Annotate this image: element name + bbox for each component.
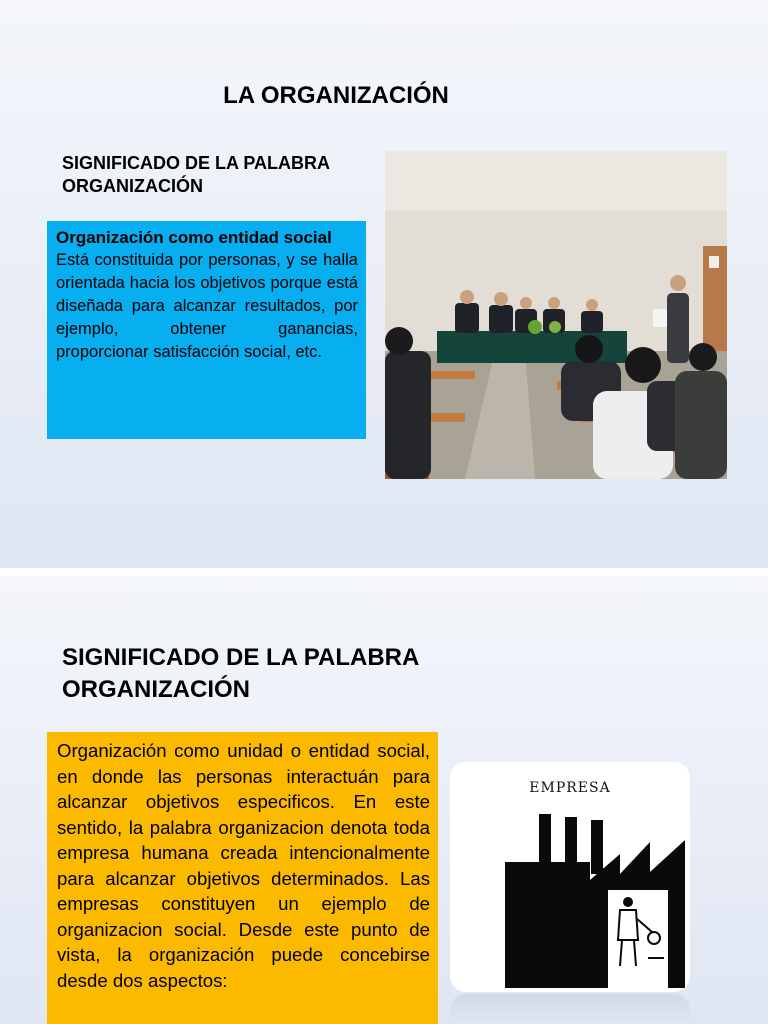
slide-1-subtitle-line-2: ORGANIZACIÓN [62, 176, 203, 196]
slide-2-title-line-1: SIGNIFICADO DE LA PALABRA [62, 644, 420, 671]
definition-heading: Organización como entidad social [56, 228, 332, 247]
definition-box-blue [47, 221, 366, 439]
slide-1-subtitle [62, 152, 382, 198]
slide-2-title [62, 642, 482, 706]
empresa-image-reflection [450, 994, 690, 1024]
empresa-label: EMPRESA [529, 780, 611, 796]
definition-box-yellow: Organización como unidad o entidad social, en donde las personas interactuán para alcanzar objetivos especificos. En este sentido, la palabra organizacion denota toda empresa humana creada intencionalmente para alcanzar objetivos determinados. Las empresas constituyen un ejemplo de organizacion social. Desde este punto de vista, la organización puede concebirse desde dos aspectos: [47, 732, 438, 1024]
meeting-photo-illustration [385, 151, 727, 479]
slide-1-title: LA ORGANIZACIÓN [223, 82, 449, 109]
definition-body: Está constituida por personas, y se halla orientada hacia los objetivos porque está diseñada para alcanzar resultados, por ejemplo, obtener ganancias, proporcionar satisfacción social, etc. [56, 251, 358, 361]
empresa-image [450, 762, 690, 992]
slide-2-title-line-2: ORGANIZACIÓN [62, 676, 250, 703]
meeting-photo [385, 151, 727, 479]
factory-icon [450, 762, 690, 992]
slide-1-subtitle-line-1: SIGNIFICADO DE LA PALABRA [62, 153, 330, 173]
